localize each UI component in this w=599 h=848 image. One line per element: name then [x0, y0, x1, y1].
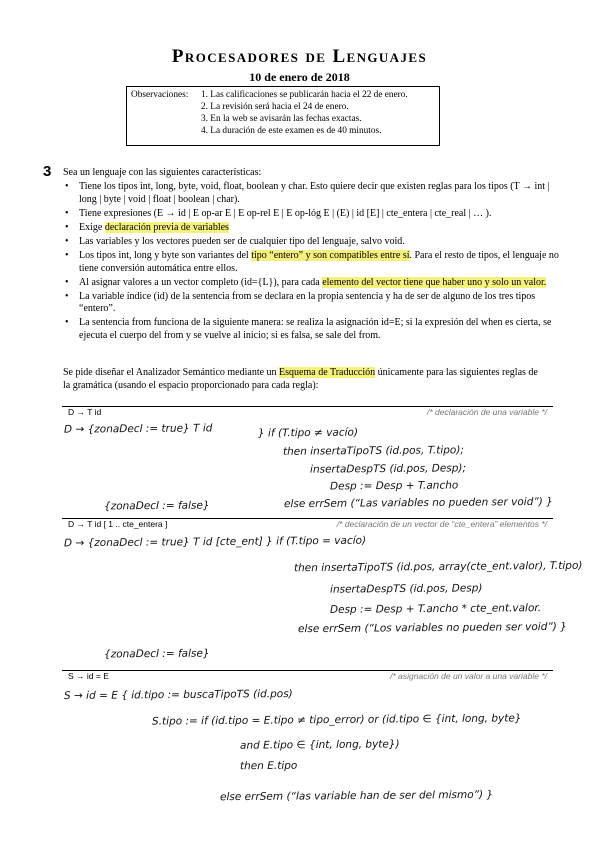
question-intro: Sea un lenguaje con las siguientes características:: [63, 167, 262, 178]
exam-title: Procesadores de Lenguajes: [171, 46, 428, 67]
feature-item: • La variable índice (id) de la sentencia from se declara en la propia sentencia y ha de ser de alguno de los tres tipos “entero”.: [79, 291, 559, 317]
handwritten-line: then E.tipo: [239, 759, 298, 773]
handwritten-line: else errSem (“Los variables no pueden ser void”) }: [297, 620, 567, 636]
handwritten-line: Desp := Desp + T.ancho: [329, 479, 459, 493]
handwritten-line: insertaDespTS (id.pos, Desp): [329, 582, 483, 596]
feature-item: • Las variables y los vectores pueden ser de cualquier tipo del lenguaje, salvo void.: [79, 236, 559, 249]
highlight: elemento del vector tiene que haber uno y solo un valor.: [322, 276, 547, 288]
rule-header: [0, 519, 599, 531]
observations-box: [126, 86, 440, 146]
rule-production: D → T id: [68, 407, 102, 417]
handwritten-line: and E.tipo ∈ {int, long, byte}): [239, 738, 400, 752]
handwritten-line: insertaDespTS (id.pos, Desp);: [309, 462, 467, 476]
rule-production: S → id = E: [68, 671, 109, 681]
feature-item: • La sentencia from funciona de la siguiente manera: se realiza la asignación id=E; si la expresión del when es cierta, se ejecuta el cuerpo del from y se vuelve al inicio; si es falsa, se sale del from.: [79, 317, 559, 343]
rule-comment: /* declaración de un vector de “cte_entera” elementos */: [336, 519, 547, 529]
handwritten-line: {zonaDecl := false}: [103, 499, 210, 513]
features-list: [63, 181, 559, 344]
handwritten-line: then insertaTipoTS (id.pos, array(cte_ent.valor), T.tipo): [293, 559, 583, 575]
exam-date: 10 de enero de 2018: [249, 70, 350, 84]
observations-list: [201, 89, 408, 137]
rule-header: [0, 671, 599, 683]
handwritten-line: {zonaDecl := false}: [103, 647, 210, 661]
feature-item: • Al asignar valores a un vector completo (id={L}), para cada elemento del vector tiene que haber uno y solo un valor.: [79, 277, 559, 290]
highlight: Esquema de Traducción: [279, 367, 376, 378]
handwritten-line: Desp := Desp + T.ancho * cte_ent.valor.: [329, 602, 542, 616]
feature-item: • Los tipos int, long y byte son variantes del tipo “entero” y son compatibles entre sí. Para el resto de tipos, el lenguaje no tiene conversión automática entre ellos.: [79, 250, 559, 276]
rule-header: [0, 407, 599, 419]
rule-production: D → T id [ 1 .. cte_entera ]: [68, 519, 168, 529]
feature-item: • Tiene expresiones (E → id | E op-ar E | E op-rel E | E op-lóg E | (E) | id [E] | cte_entera | cte_real | … ).: [79, 208, 559, 221]
feature-item: • Tiene los tipos int, long, byte, void, float, boolean y char. Esto quiere decir que existen reglas para los tipos (T → int | long | byte | void | float | boolean | char).: [79, 181, 559, 207]
handwritten-line: } if (T.tipo ≠ vacío): [257, 426, 359, 440]
handwritten-line: else errSem (“las variable han de ser del mismo”) }: [219, 788, 494, 804]
rule-comment: /* declaración de una variable */: [426, 407, 547, 417]
rule-comment: /* asignación de un valor a una variable */: [390, 671, 547, 681]
handwritten-line: else errSem (“Las variables no pueden ser void”) }: [283, 495, 553, 511]
highlight: tipo “entero” y son compatibles entre sí: [251, 249, 410, 261]
question-number: 3: [43, 163, 52, 180]
highlight: declaración previa de variables: [104, 221, 229, 233]
feature-item: • Exige declaración previa de variables: [79, 222, 559, 235]
handwritten-line: D → {zonaDecl := true} T id: [63, 422, 213, 436]
handwritten-line: then insertaTipoTS (id.pos, T.tipo);: [282, 444, 465, 458]
observation-item: 3. En la web se avisarán las fechas exactas.: [201, 114, 362, 124]
handwritten-line: D → {zonaDecl := true} T id [cte_ent] } if (T.tipo = vacío): [63, 534, 367, 550]
observation-item: 2. La revisión será hacia el 24 de enero.: [201, 102, 349, 112]
handwritten-line: S → id = E { id.tipo := buscaTipoTS (id.pos): [63, 688, 293, 702]
observation-item: 1. Las calificaciones se publicarán hacia el 22 de enero.: [201, 90, 408, 100]
observation-item: 4. La duración de este examen es de 40 minutos.: [201, 126, 382, 136]
task-statement: Se pide diseñar el Analizador Semántico mediante un Esquema de Traducción únicamente para las siguientes reglas de la gramática (usando el espacio proporcionado para cada regla):: [63, 367, 538, 391]
handwritten-line: S.tipo := if (id.tipo = E.tipo ≠ tipo_error) or (id.tipo ∈ {int, long, byte}: [151, 712, 522, 728]
observations-label: Observaciones:: [131, 90, 189, 100]
